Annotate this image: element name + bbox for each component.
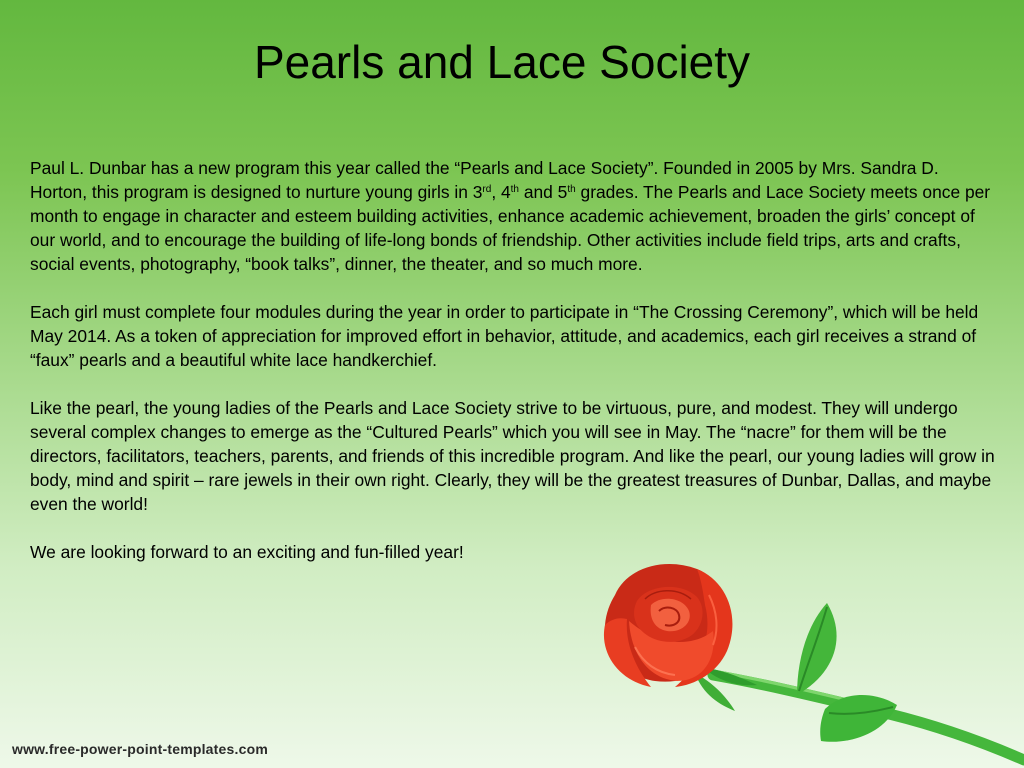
paragraph-1-part-1: Paul L. Dunbar has a new program this year called the “Pearls and Lace Society”. Founded in 2005 by Mrs. Sandra D. Horton, this program is designed to nurture young girls in 3 xyxy=(30,158,939,202)
superscript-th-5: th xyxy=(567,184,576,195)
slide-title: Pearls and Lace Society xyxy=(253,36,751,88)
paragraph-1-part-2: , 4 xyxy=(491,182,511,202)
paragraph-2: Each girl must complete four modules during the year in order to participate in “The Crossing Ceremony”, which will be held May 2014. As a token of appreciation for improved effort in behavior, attitude, and academics, each girl receives a strand of “faux” pearls and a beautiful white lace handkerchief. xyxy=(30,302,979,370)
paragraph-1 xyxy=(30,156,996,276)
footer-url: www.free-power-point-templates.com xyxy=(12,741,268,757)
paragraph-1-part-3: and 5 xyxy=(519,182,568,202)
rose-icon xyxy=(585,555,1024,768)
slide-body xyxy=(30,156,996,588)
paragraph-3: Like the pearl, the young ladies of the Pearls and Lace Society strive to be virtuous, pure, and modest. They will undergo several complex changes to emerge as the “Cultured Pearls” which you will see in May. The “nacre” for them will be the directors, facilitators, teachers, parents, and friends of this incredible program. And like the pearl, our young ladies will grow in body, mind and spirit – rare jewels in their own right. Clearly, they will be the greatest treasures of Dunbar, Dallas, and maybe even the world! xyxy=(30,398,995,514)
paragraph-1-part-4: grades. The Pearls and Lace Society meets once per month to engage in character and esteem building activities, enhance academic achievement, broaden the girls’ concept of our world, and to encourage the building of life-long bonds of friendship. Other activities include field trips, arts and crafts, social events, photography, “book talks”, dinner, the theater, and so much more. xyxy=(30,182,991,274)
superscript-th-4: th xyxy=(510,184,519,195)
paragraph-4: We are looking forward to an exciting and fun-filled year! xyxy=(30,542,464,562)
superscript-rd: rd xyxy=(482,184,492,195)
